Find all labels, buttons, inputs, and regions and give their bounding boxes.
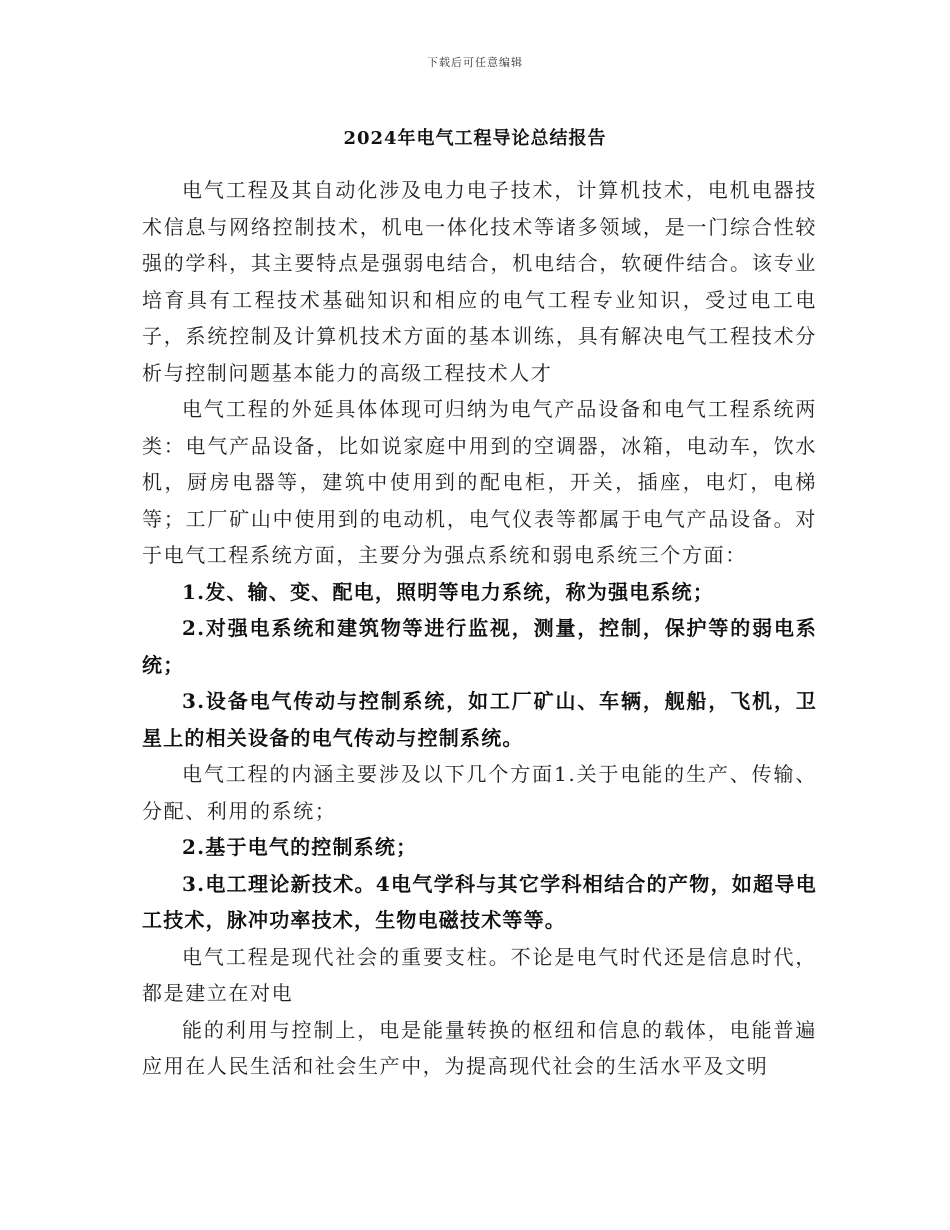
paragraph-pillar: 电气工程是现代社会的重要支柱。不论是电气时代还是信息时代，都是建立在对电 (142, 944, 817, 1005)
paragraph-energy-use: 能的利用与控制上，电是能量转换的枢纽和信息的载体，电能普遍应用在人民生活和社会生产中，为提高现代社会的生活水平及文明 (142, 1017, 817, 1078)
document-title: 2024年电气工程导论总结报告 (343, 128, 607, 149)
list-item-drive-control: 3.设备电气传动与控制系统，如工厂矿山、车辆，舰船，飞机，卫星上的相关设备的电气传动与控制系统。 (142, 689, 817, 750)
paragraph-scope: 电气工程及其自动化涉及电力电子技术，计算机技术，电机电器技术信息与网络控制技术，机电一体化技术等诸多领域，是一门综合性较强的学科，其主要特点是强弱电结合，机电结合，软硬件结合。该专业培育具有工程技术基础知识和相应的电气工程专业知识，受过电工电子，系统控制及计算机技术方面的基本训练，具有解决电气工程技术分析与控制问题基本能力的高级工程技术人才 (142, 178, 817, 385)
list-item-new-technology: 3.电工理论新技术。4电气学科与其它学科相结合的产物，如超导电工技术，脉冲功率技术，生物电磁技术等等。 (142, 871, 817, 932)
list-item-weak-power: 2.对强电系统和建筑物等进行监视，测量，控制，保护等的弱电系统； (142, 616, 817, 677)
page-header-note: 下载后可任意编辑 (427, 56, 523, 69)
document-body (142, 172, 817, 1085)
list-item-control-system: 2.基于电气的控制系统； (182, 835, 418, 859)
paragraph-connotation: 电气工程的内涵主要涉及以下几个方面1.关于电能的生产、传输、分配、利用的系统； (142, 762, 817, 823)
list-item-strong-power: 1.发、输、变、配电，照明等电力系统，称为强电系统； (182, 579, 715, 604)
paragraph-extension: 电气工程的外延具体体现可归纳为电气产品设备和电气工程系统两类：电气产品设备，比如说家庭中用到的空调器，冰箱，电动车，饮水机，厨房电器等，建筑中使用到的配电柜，开关，插座，电灯，电梯等；工厂矿山中使用到的电动机，电气仪表等都属于电气产品设备。对于电气工程系统方面，主要分为强点系统和弱电系统三个方面： (142, 397, 817, 567)
